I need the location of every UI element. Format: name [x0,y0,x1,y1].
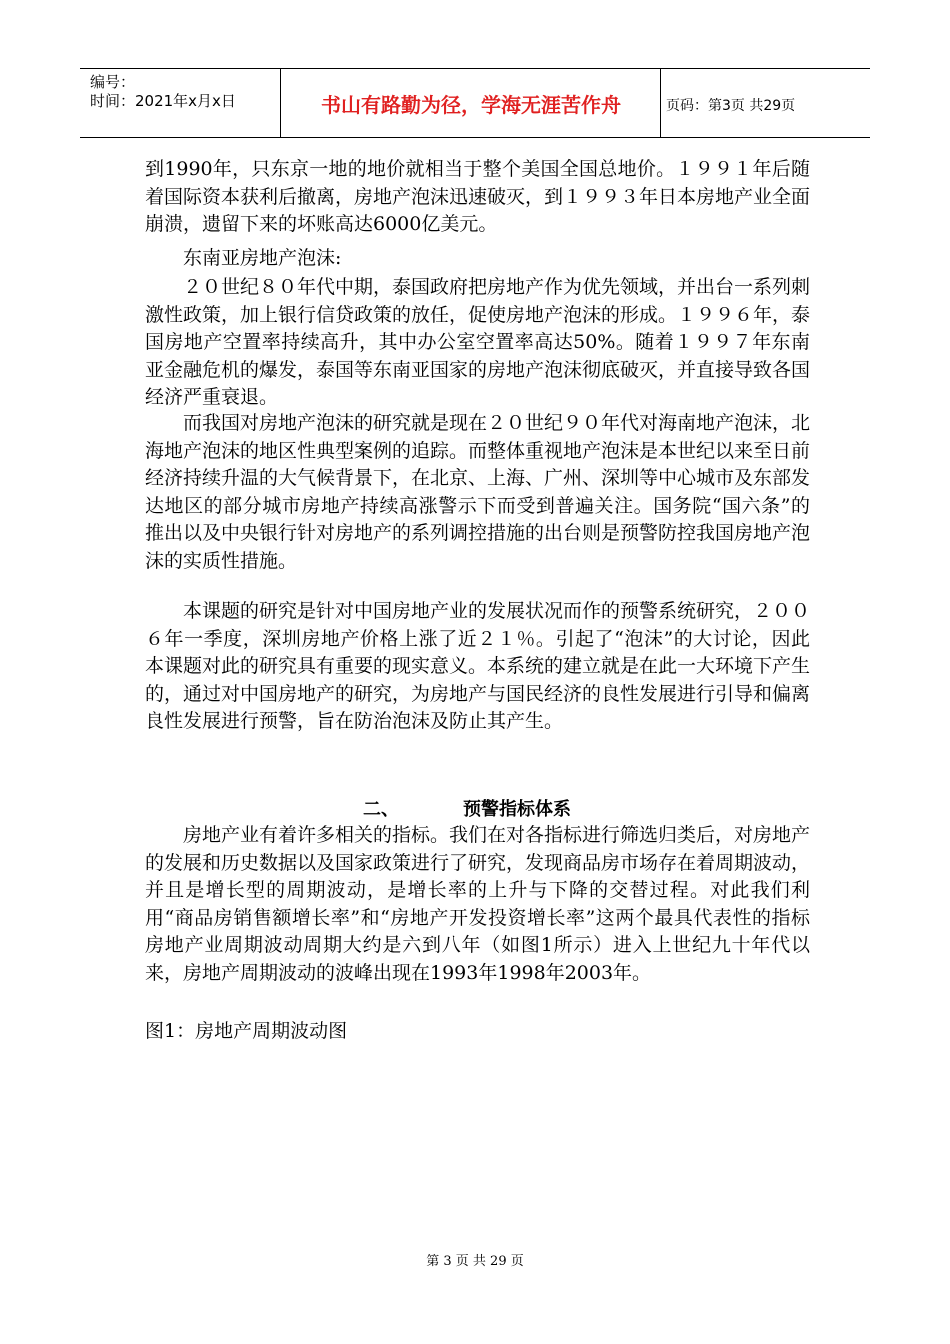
header-motto: 书山有路勤为径，学海无涯苦作舟 [321,92,621,117]
header-divider [660,69,661,137]
paragraph-thailand: ２０世纪８０年代中期，泰国政府把房地产作为优先领域，并出台一系列刺激性政策，加上银行信贷政策的放任，促使房地产泡沫的形成。１９９６年，泰国房地产空置率持续高升，其中办公室空置率高达50%。随着１９９７年东南亚金融危机的爆发，泰国等东南亚国家的房地产泡沫彻底破灭，并直接导致各国经济严重衰退。 [145,276,811,408]
number-label: 编号： [90,73,136,91]
paragraph-project-intro: 本课题的研究是针对中国房地产业的发展状况而作的预警系统研究，２００６年一季度，深圳房地产价格上涨了近２１％。引起了“泡沫”的大讨论，因此本课题对此的研究具有重要的现实意义。本系统的建立就是在此一大环境下产生的，通过对中国房地产的研究，为房地产与国民经济的良性发展进行引导和偏离良性发展进行预警，旨在防治泡沫及防止其产生。 [145,600,811,732]
header-page-info: 页码：第3页 共29页 [666,98,796,114]
paragraph-southeast-asia-heading: 东南亚房地产泡沫: [183,247,342,269]
time-label: 时间：2021年x月x日 [90,92,236,110]
paragraph-indicators: 房地产业有着许多相关的指标。我们在对各指标进行筛选归类后，对房地产的发展和历史数据以及国家政策进行了研究，发现商品房市场存在着周期波动，并且是增长型的周期波动，是增长率的上升与下降的交替过程。对此我们利用“商品房销售额增长率”和“房地产开发投资增长率”这两个最具代表性的指标房地产业周期波动周期大约是六到八年（如图1所示）进入上世纪九十年代以来，房地产周期波动的波峰出现在1993年1998年2003年。 [145,824,811,984]
section-title: 预警指标体系 [463,799,571,820]
paragraph-japan-bubble: 到1990年，只东京一地的地价就相当于整个美国全国总地价。１９９１年后随着国际资本获利后撤离，房地产泡沫迅速破灭，到１９９３年日本房地产业全面崩溃，遗留下来的坏账高达6000亿美元。 [145,158,811,235]
document-header [80,68,870,138]
figure-caption: 图1：房地产周期波动图 [145,1020,348,1042]
section-number: 二、 [363,799,399,820]
header-meta [80,69,280,137]
header-divider [280,69,281,137]
page-footer: 第 3 页 共 29 页 [426,1254,524,1269]
paragraph-china-research: 而我国对房地产泡沫的研究就是现在２０世纪９０年代对海南地产泡沫，北海地产泡沫的地区性典型案例的追踪。而整体重视地产泡沫是本世纪以来至日前经济持续升温的大气候背景下，在北京、上海、广州、深圳等中心城市及东部发达地区的部分城市房地产持续高涨警示下而受到普遍关注。国务院“国六条”的推出以及中央银行针对房地产的系列调控措施的出台则是预警防控我国房地产泡沫的实质性措施。 [145,412,811,572]
